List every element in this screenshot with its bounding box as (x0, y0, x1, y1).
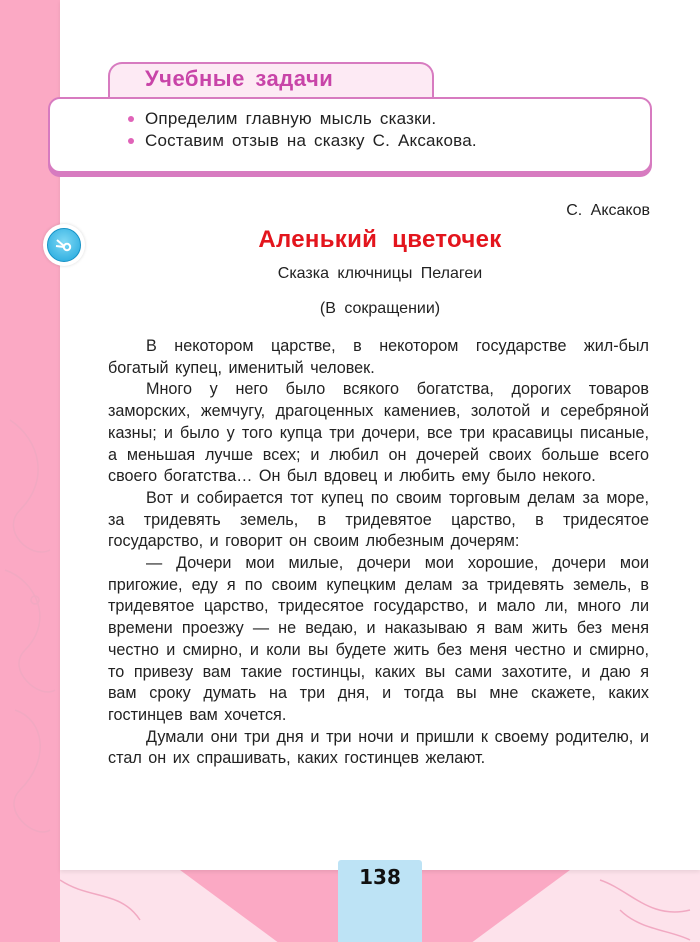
paragraph: Много у него было всякого богатства, дорогих товаров заморских, жемчугу, драгоценных камениев, золотой и серебряной казны; и было у того купца три дочери, все три красавицы писаные, а меньшая лучше всех; и любил он дочерей своих больше всего своего богатства… Он был вдовец и любить ему было некого. (108, 380, 649, 486)
story-body (108, 336, 649, 770)
learning-tasks-list (128, 108, 477, 152)
task-item: Составим отзыв на сказку С. Аксакова. (128, 130, 477, 152)
task-item: Определим главную мысль сказки. (128, 108, 477, 130)
paragraph: Вот и собирается тот купец по своим торговым делам за море, за тридевять земель, в тридевятое царство, в тридесятое государство, и говорит он своим любезным дочерям: (108, 488, 649, 551)
page-number: 138 (359, 865, 401, 889)
bullet-icon (128, 116, 134, 122)
paragraph: В некотором царстве, в некотором государстве жил-был богатый купец, именитый человек. (108, 337, 649, 377)
story-subtitle: Сказка ключницы Пелагеи (277, 265, 483, 282)
learning-tasks-title: Учебные задачи (145, 66, 334, 91)
story-author: С. Аксаков (566, 202, 650, 219)
story-title: Аленький цветочек (258, 226, 502, 253)
bullet-icon (128, 138, 134, 144)
paragraph: — Дочери мои милые, дочери мои хорошие, дочери мои пригожие, еду я по своим купецким делам за тридевять земель, в тридевятое царство, тридесятое государство, и мало ли, много ли времени проезжу — не ведаю, и наказываю я вам жить без меня честно и смирно, и коли вы будете жить без меня честно и смирно, то привезу вам такие гостинцы, каких вы сами захотите, и даю я вам сроку думать на три дня, и тогда вы мне скажете, каких гостинцев вам хочется. (108, 554, 649, 724)
abridged-note: (В сокращении) (319, 300, 441, 317)
paragraph: Думали они три дня и три ночи и пришли к своему родителю, и стал он их спрашивать, каких гостинцев желают. (108, 727, 649, 768)
